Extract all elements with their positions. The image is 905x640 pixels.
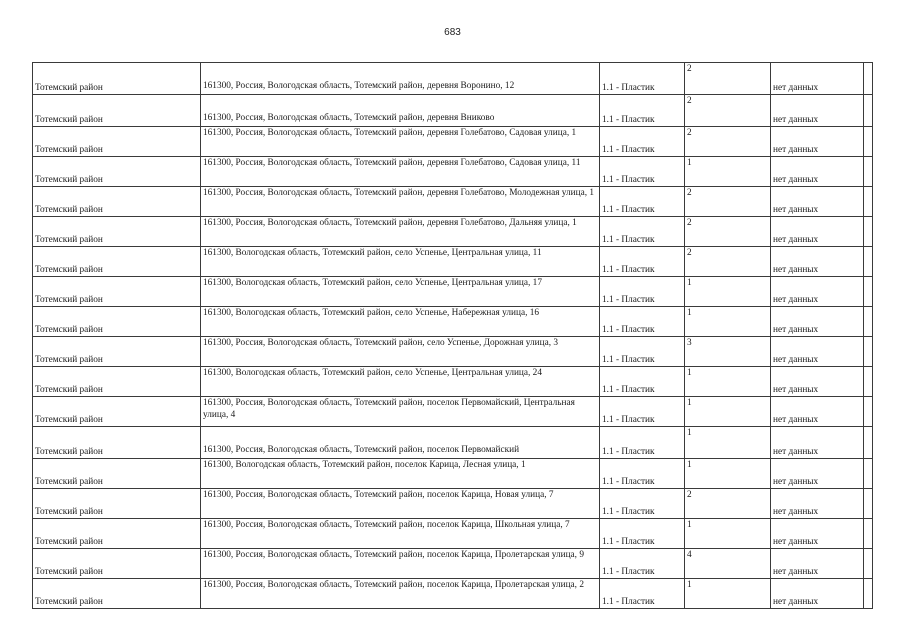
material-cell: 1.1 - Пластик	[600, 427, 685, 459]
material-cell: 1.1 - Пластик	[600, 549, 685, 579]
table-row	[33, 127, 873, 157]
address-cell: 161300, Россия, Вологодская область, Тотемский район, поселок Первомайский	[201, 427, 600, 459]
district-cell: Тотемский район	[33, 367, 201, 397]
address-cell: 161300, Россия, Вологодская область, Тотемский район, деревня Голебатово, Дальняя улица, 1	[201, 217, 600, 247]
district-cell: Тотемский район	[33, 397, 201, 427]
district-cell: Тотемский район	[33, 187, 201, 217]
note-cell: нет данных	[771, 307, 873, 337]
count-cell: 1	[685, 367, 771, 397]
note-cell: нет данных	[771, 63, 873, 95]
address-cell: 161300, Вологодская область, Тотемский район, село Успенье, Центральная улица, 11	[201, 247, 600, 277]
address-cell: 161300, Россия, Вологодская область, Тотемский район, поселок Карица, Школьная улица, 7	[201, 519, 600, 549]
material-cell: 1.1 - Пластик	[600, 63, 685, 95]
district-cell: Тотемский район	[33, 277, 201, 307]
material-cell: 1.1 - Пластик	[600, 95, 685, 127]
count-cell: 1	[685, 427, 771, 459]
material-cell: 1.1 - Пластик	[600, 247, 685, 277]
count-cell: 1	[685, 579, 771, 609]
registry-table	[32, 62, 873, 609]
count-cell: 2	[685, 95, 771, 127]
count-cell: 4	[685, 549, 771, 579]
registry-table-body	[33, 63, 873, 609]
district-cell: Тотемский район	[33, 519, 201, 549]
district-cell: Тотемский район	[33, 127, 201, 157]
note-cell: нет данных	[771, 157, 873, 187]
table-row	[33, 367, 873, 397]
district-cell: Тотемский район	[33, 157, 201, 187]
material-cell: 1.1 - Пластик	[600, 217, 685, 247]
address-cell: 161300, Вологодская область, Тотемский район, село Успенье, Центральная улица, 24	[201, 367, 600, 397]
table-row	[33, 63, 873, 95]
district-cell: Тотемский район	[33, 307, 201, 337]
page-number: 683	[444, 27, 461, 38]
table-row	[33, 579, 873, 609]
material-cell: 1.1 - Пластик	[600, 307, 685, 337]
count-cell: 2	[685, 247, 771, 277]
material-cell: 1.1 - Пластик	[600, 489, 685, 519]
count-cell: 3	[685, 337, 771, 367]
note-cell: нет данных	[771, 95, 873, 127]
note-cell: нет данных	[771, 187, 873, 217]
address-cell: 161300, Вологодская область, Тотемский район, село Успенье, Центральная улица, 17	[201, 277, 600, 307]
address-cell: 161300, Россия, Вологодская область, Тотемский район, деревня Голебатово, Садовая улица, 11	[201, 157, 600, 187]
material-cell: 1.1 - Пластик	[600, 519, 685, 549]
address-cell: 161300, Россия, Вологодская область, Тотемский район, поселок Карица, Пролетарская улица, 9	[201, 549, 600, 579]
material-cell: 1.1 - Пластик	[600, 579, 685, 609]
note-cell: нет данных	[771, 127, 873, 157]
district-cell: Тотемский район	[33, 63, 201, 95]
table-row	[33, 459, 873, 489]
table-row	[33, 217, 873, 247]
district-cell: Тотемский район	[33, 247, 201, 277]
table-row	[33, 519, 873, 549]
address-cell: 161300, Россия, Вологодская область, Тотемский район, деревня Голебатово, Садовая улица, 1	[201, 127, 600, 157]
address-cell: 161300, Россия, Вологодская область, Тотемский район, деревня Голебатово, Молодежная улица, 1	[201, 187, 600, 217]
count-cell: 2	[685, 489, 771, 519]
district-cell: Тотемский район	[33, 217, 201, 247]
table-row	[33, 427, 873, 459]
note-cell: нет данных	[771, 337, 873, 367]
note-cell: нет данных	[771, 217, 873, 247]
address-cell: 161300, Россия, Вологодская область, Тотемский район, поселок Карица, Пролетарская улица, 2	[201, 579, 600, 609]
address-cell: 161300, Россия, Вологодская область, Тотемский район, деревня Вниково	[201, 95, 600, 127]
material-cell: 1.1 - Пластик	[600, 397, 685, 427]
note-cell: нет данных	[771, 489, 873, 519]
table-row	[33, 337, 873, 367]
table-row	[33, 489, 873, 519]
table-row	[33, 187, 873, 217]
count-cell: 2	[685, 217, 771, 247]
material-cell: 1.1 - Пластик	[600, 187, 685, 217]
count-cell: 2	[685, 63, 771, 95]
count-cell: 2	[685, 127, 771, 157]
table-row	[33, 307, 873, 337]
note-cell: нет данных	[771, 459, 873, 489]
table-row	[33, 549, 873, 579]
note-cell: нет данных	[771, 247, 873, 277]
note-cell: нет данных	[771, 519, 873, 549]
district-cell: Тотемский район	[33, 337, 201, 367]
count-cell: 1	[685, 277, 771, 307]
table-row	[33, 277, 873, 307]
table-row	[33, 397, 873, 427]
count-cell: 1	[685, 307, 771, 337]
material-cell: 1.1 - Пластик	[600, 157, 685, 187]
material-cell: 1.1 - Пластик	[600, 277, 685, 307]
table-row	[33, 157, 873, 187]
district-cell: Тотемский район	[33, 459, 201, 489]
district-cell: Тотемский район	[33, 489, 201, 519]
note-cell: нет данных	[771, 277, 873, 307]
count-cell: 2	[685, 187, 771, 217]
material-cell: 1.1 - Пластик	[600, 337, 685, 367]
count-cell: 1	[685, 459, 771, 489]
material-cell: 1.1 - Пластик	[600, 127, 685, 157]
table-row	[33, 247, 873, 277]
district-cell: Тотемский район	[33, 579, 201, 609]
note-cell: нет данных	[771, 367, 873, 397]
count-cell: 1	[685, 397, 771, 427]
page-right-rule	[863, 62, 864, 608]
district-cell: Тотемский район	[33, 549, 201, 579]
address-cell: 161300, Вологодская область, Тотемский район, село Успенье, Набережная улица, 16	[201, 307, 600, 337]
note-cell: нет данных	[771, 549, 873, 579]
material-cell: 1.1 - Пластик	[600, 367, 685, 397]
district-cell: Тотемский район	[33, 95, 201, 127]
table-row	[33, 95, 873, 127]
note-cell: нет данных	[771, 579, 873, 609]
address-cell: 161300, Россия, Вологодская область, Тотемский район, село Успенье, Дорожная улица, 3	[201, 337, 600, 367]
note-cell: нет данных	[771, 427, 873, 459]
count-cell: 1	[685, 157, 771, 187]
address-cell: 161300, Россия, Вологодская область, Тотемский район, деревня Воронино, 12	[201, 63, 600, 95]
address-cell: 161300, Россия, Вологодская область, Тотемский район, поселок Карица, Новая улица, 7	[201, 489, 600, 519]
material-cell: 1.1 - Пластик	[600, 459, 685, 489]
address-cell: 161300, Россия, Вологодская область, Тотемский район, поселок Первомайский, Центральная улица, 4	[201, 397, 600, 427]
count-cell: 1	[685, 519, 771, 549]
district-cell: Тотемский район	[33, 427, 201, 459]
address-cell: 161300, Вологодская область, Тотемский район, поселок Карица, Лесная улица, 1	[201, 459, 600, 489]
note-cell: нет данных	[771, 397, 873, 427]
